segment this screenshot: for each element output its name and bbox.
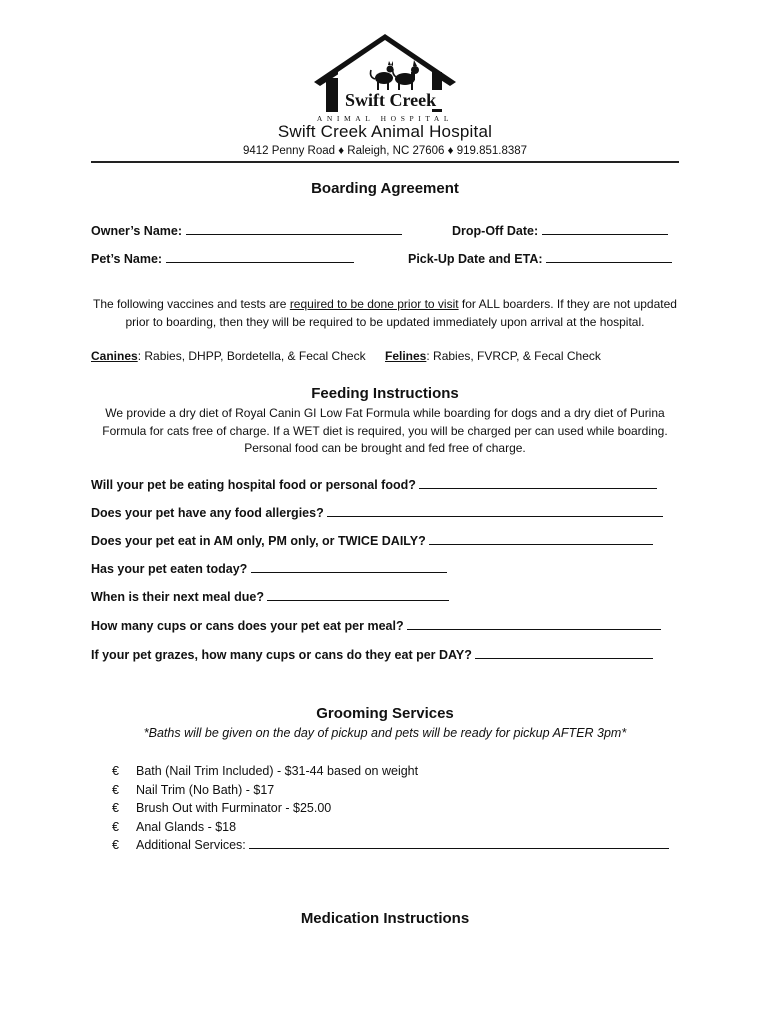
list-item[interactable]	[112, 818, 669, 837]
list-item[interactable]	[112, 781, 669, 800]
canines-list: : Rabies, DHPP, Bordetella, & Fecal Check	[137, 349, 366, 363]
owner-name-blank[interactable]	[186, 224, 402, 235]
hospital-name: Swift Creek Animal Hospital	[277, 122, 493, 141]
drop-off-date-blank[interactable]	[542, 224, 668, 235]
question-food-type[interactable]	[91, 478, 657, 492]
list-item[interactable]	[112, 762, 669, 781]
drop-off-date-field[interactable]	[452, 224, 668, 238]
list-item[interactable]	[112, 836, 669, 855]
vaccine-text-underlined: required to be done prior to visit	[289, 297, 459, 311]
question-label: Does your pet have any food allergies?	[91, 506, 324, 520]
hospital-address: 9412 Penny Road ♦ Raleigh, NC 27606 ♦ 919.851.8387	[242, 145, 528, 157]
answer-blank[interactable]	[267, 590, 449, 601]
question-grazing[interactable]	[91, 648, 653, 662]
owner-name-field[interactable]	[91, 224, 402, 238]
list-item[interactable]	[112, 799, 669, 818]
service-label: Additional Services:	[136, 838, 246, 853]
page-title: Boarding Agreement	[311, 180, 459, 197]
additional-services-blank[interactable]	[249, 838, 669, 849]
question-meal-times[interactable]	[91, 534, 653, 548]
bullet-icon: €	[112, 764, 119, 778]
pick-up-label: Pick-Up Date and ETA:	[408, 252, 543, 266]
vaccine-requirements	[92, 296, 678, 331]
answer-blank[interactable]	[429, 534, 653, 545]
answer-blank[interactable]	[407, 619, 661, 630]
bullet-icon: €	[112, 838, 119, 853]
grooming-services-list	[112, 762, 669, 855]
feline-requirements	[385, 348, 601, 366]
answer-blank[interactable]	[475, 648, 653, 659]
question-label: When is their next meal due?	[91, 590, 264, 604]
logo-name: Swift Creek	[345, 90, 437, 110]
question-eaten-today[interactable]	[91, 562, 447, 576]
question-cups-per-meal[interactable]	[91, 619, 661, 633]
owner-name-label: Owner’s Name:	[91, 224, 183, 238]
answer-blank[interactable]	[419, 478, 657, 489]
question-label: If your pet grazes, how many cups or cans do they eat per DAY?	[91, 648, 472, 662]
question-label: Will your pet be eating hospital food or personal food?	[91, 478, 416, 492]
canines-label: Canines	[91, 349, 138, 363]
vaccine-text-1: The following vaccines and tests are	[93, 297, 290, 311]
question-label: Has your pet eaten today?	[91, 562, 248, 576]
pet-name-label: Pet’s Name:	[91, 252, 163, 266]
vaccine-text-2: for ALL boarders. If they are not updated prior to boarding, then they will be required to be updated immediately upon arrival at the hospital.	[125, 297, 677, 329]
feeding-description: We provide a dry diet of Royal Canin GI Low Fat Formula while boarding for dogs and a dry diet of Purina Formula for cats free of charge. If a WET diet is required, you will be charged per can used while boarding. Personal food can be brought and fed free of charge.	[102, 406, 668, 455]
logo-subtitle: ANIMAL HOSPITAL	[316, 114, 454, 123]
drop-off-date-label: Drop-Off Date:	[452, 224, 539, 238]
pet-name-blank[interactable]	[166, 252, 354, 263]
feeding-heading: Feeding Instructions	[311, 385, 459, 402]
grooming-heading: Grooming Services	[316, 705, 454, 722]
question-food-allergies[interactable]	[91, 506, 663, 520]
pick-up-blank[interactable]	[546, 252, 672, 263]
bullet-icon: €	[112, 819, 119, 834]
grooming-note: *Baths will be given on the day of pickup and pets will be ready for pickup AFTER 3pm*	[143, 726, 627, 740]
felines-list: : Rabies, FVRCP, & Fecal Check	[426, 349, 601, 363]
header-divider	[91, 161, 679, 163]
bullet-icon: €	[112, 801, 119, 816]
canine-requirements	[91, 348, 366, 366]
pick-up-field[interactable]	[408, 252, 672, 266]
service-label: Bath (Nail Trim Included) - $31-44 based on weight	[136, 764, 419, 778]
question-label: Does your pet eat in AM only, PM only, or TWICE DAILY?	[91, 534, 426, 548]
pet-name-field[interactable]	[91, 252, 354, 266]
question-next-meal[interactable]	[91, 590, 449, 604]
answer-blank[interactable]	[251, 562, 447, 573]
medication-heading: Medication Instructions	[300, 910, 470, 927]
bullet-icon: €	[112, 782, 119, 797]
answer-blank[interactable]	[327, 506, 663, 517]
felines-label: Felines	[385, 349, 427, 363]
service-label: Nail Trim (No Bath) - $17	[136, 782, 275, 797]
question-label: How many cups or cans does your pet eat per meal?	[91, 619, 404, 633]
service-label: Anal Glands - $18	[136, 819, 237, 834]
service-label: Brush Out with Furminator - $25.00	[136, 801, 332, 816]
swift-creek-logo	[310, 32, 460, 124]
